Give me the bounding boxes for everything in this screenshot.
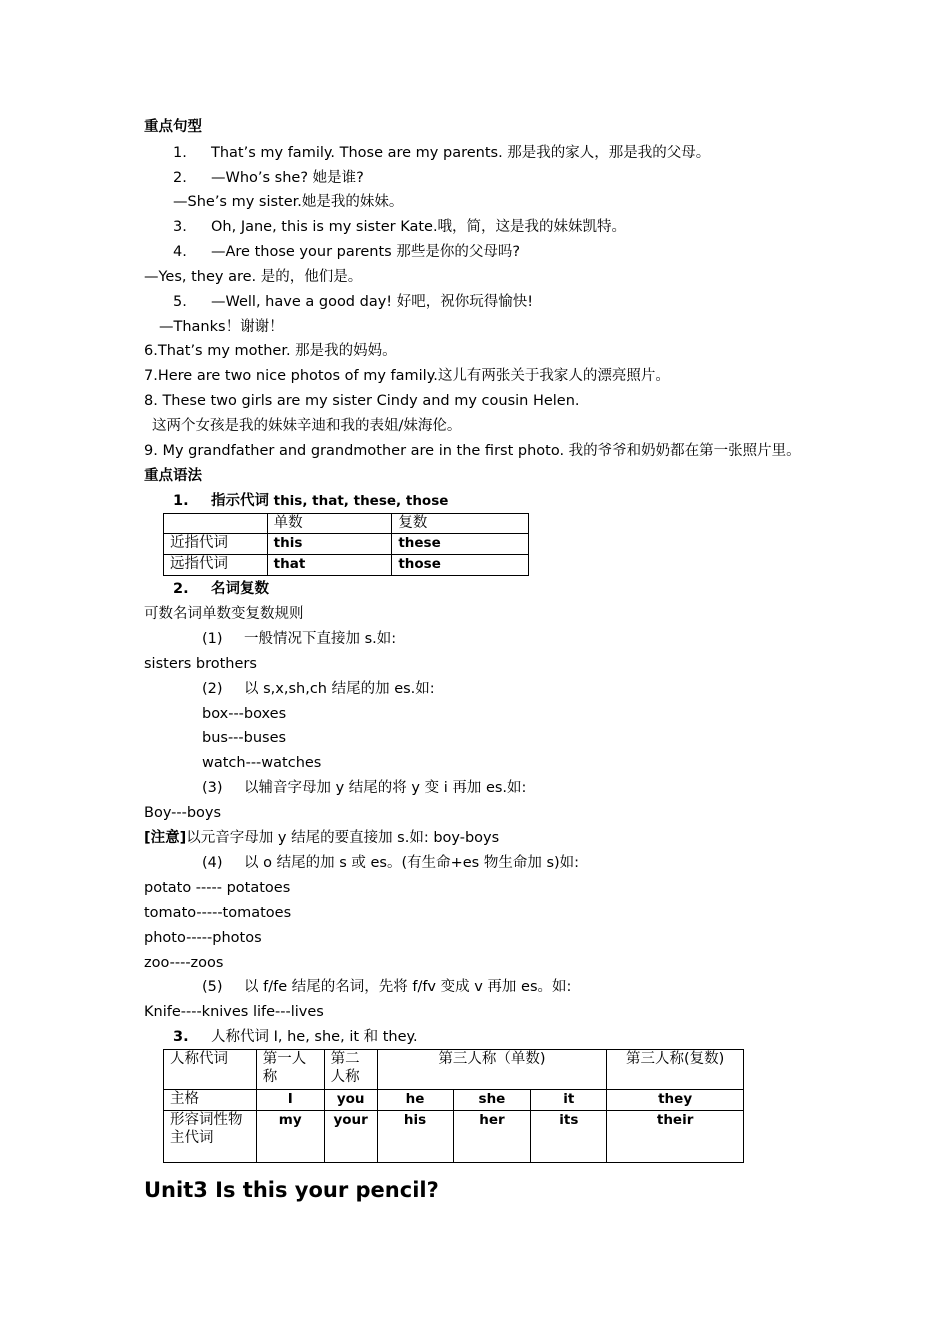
rule-example: box---boxes — [202, 706, 287, 722]
note-label: [注意] — [144, 830, 187, 846]
grammar-item-number: 1. — [173, 493, 189, 509]
sentence-text: 7.Here are two nice photos of my family.这儿有两张关于我家人的漂亮照片。 — [144, 368, 670, 384]
rule-text: 以辅音字母加 y 结尾的将 y 变 i 再加 es.如: — [244, 780, 527, 796]
table-cell: my — [256, 1111, 324, 1163]
rule-text: 以 o 结尾的加 s 或 es。(有生命+es 物生命加 s)如: — [244, 855, 580, 871]
sentence-number: 4. — [173, 244, 187, 260]
rule-text: 一般情况下直接加 s.如: — [244, 631, 397, 647]
rules-title: 可数名词单数变复数规则 — [144, 606, 304, 622]
sentence-text: —Well, have a good day! 好吧，祝你玩得愉快! — [211, 294, 534, 310]
table-row-label: 近指代词 — [164, 534, 268, 555]
table-cell: that — [267, 555, 392, 576]
rule-number: (2) — [202, 681, 223, 697]
table-cell — [164, 514, 268, 534]
section-heading-key-sentences: 重点句型 — [144, 119, 202, 135]
table-row-label: 远指代词 — [164, 555, 268, 576]
rule-example: potato ----- potatoes — [144, 880, 291, 896]
sentence-text: —She’s my sister.她是我的妹妹。 — [173, 194, 404, 210]
rule-example: sisters brothers — [144, 656, 257, 672]
sentence-number: 1. — [173, 145, 187, 161]
sentence-text: —Who’s she? 她是谁? — [211, 170, 364, 186]
table-cell: this — [267, 534, 392, 555]
sentence-text: —Thanks！谢谢！ — [159, 319, 284, 335]
sentence-text: —Yes, they are. 是的，他们是。 — [144, 269, 363, 285]
section-heading-grammar: 重点语法 — [144, 468, 202, 484]
sentence-text: 6.That’s my mother. 那是我的妈妈。 — [144, 343, 397, 359]
table-header-label: 人称代词 — [164, 1050, 257, 1090]
rule-text: 以 s,x,sh,ch 结尾的加 es.如: — [244, 681, 435, 697]
sentence-number: 3. — [173, 219, 187, 235]
rule-example: watch---watches — [202, 755, 322, 771]
table-cell: its — [531, 1111, 607, 1163]
rule-example: bus---buses — [202, 730, 287, 746]
table-cell: it — [531, 1090, 607, 1111]
sentence-number: 2. — [173, 170, 187, 186]
rule-text: 以 f/fe 结尾的名词，先将 f/fv 变成 v 再加 es。如: — [244, 979, 572, 995]
table-header-singular: 单数 — [267, 514, 392, 534]
rule-example: Boy---boys — [144, 805, 222, 821]
table-cell: they — [607, 1090, 744, 1111]
table-cell: his — [377, 1111, 453, 1163]
grammar-item-title — [211, 491, 448, 511]
sentence-text: That’s my family. Those are my parents. 那是我的家人，那是我的父母。 — [211, 145, 711, 161]
sentence-text: 这两个女孩是我的妹妹辛迪和我的表姐/妹海伦。 — [152, 418, 462, 434]
pronoun-table — [163, 1049, 744, 1163]
sentence-text: —Are those your parents 那些是你的父母吗? — [211, 244, 521, 260]
rule-number: (3) — [202, 780, 223, 796]
rule-number: (5) — [202, 979, 223, 995]
table-cell: her — [453, 1111, 531, 1163]
grammar-item-title: 人称代词 I, he, she, it 和 they. — [211, 1029, 418, 1045]
note — [144, 828, 499, 848]
demonstrative-table — [163, 513, 529, 576]
table-header-first-person: 第一人称 — [256, 1050, 324, 1090]
table-cell: your — [324, 1111, 377, 1163]
grammar-item-title: 名词复数 — [211, 581, 269, 597]
sentence-text: 8. These two girls are my sister Cindy and my cousin Helen. — [144, 393, 580, 409]
sentence-text: 9. My grandfather and grandmother are in the first photo. 我的爷爷和奶奶都在第一张照片里。 — [144, 443, 801, 459]
note-text: 以元音字母加 y 结尾的要直接加 s.如: boy-boys — [186, 830, 500, 846]
unit-heading: Unit3 Is this your pencil? — [144, 1178, 439, 1202]
table-header-third-plural: 第三人称(复数) — [607, 1050, 744, 1090]
table-cell: you — [324, 1090, 377, 1111]
sentence-number: 5. — [173, 294, 187, 310]
rule-example: photo-----photos — [144, 930, 262, 946]
table-header-plural: 复数 — [392, 514, 529, 534]
table-cell: he — [377, 1090, 453, 1111]
table-header-third-singular: 第三人称（单数) — [377, 1050, 607, 1090]
table-row-label: 主格 — [164, 1090, 257, 1111]
rule-number: (1) — [202, 631, 223, 647]
table-cell: I — [256, 1090, 324, 1111]
rule-example: tomato-----tomatoes — [144, 905, 292, 921]
rule-example: zoo----zoos — [144, 955, 224, 971]
table-cell: their — [607, 1111, 744, 1163]
table-cell: those — [392, 555, 529, 576]
table-cell: she — [453, 1090, 531, 1111]
grammar-item-number: 3. — [173, 1029, 189, 1045]
grammar-item-number: 2. — [173, 581, 189, 597]
table-row-label: 形容词性物主代词 — [164, 1111, 257, 1163]
rule-number: (4) — [202, 855, 223, 871]
table-header-second-person: 第二人称 — [324, 1050, 377, 1090]
sentence-text: Oh, Jane, this is my sister Kate.哦，简，这是我的妹妹凯特。 — [211, 219, 627, 235]
table-cell: these — [392, 534, 529, 555]
rule-example: Knife----knives life---lives — [144, 1004, 324, 1020]
grammar-item-words: this, that, these, those — [273, 493, 449, 509]
grammar-item-title-cn: 指示代词 — [211, 493, 269, 509]
